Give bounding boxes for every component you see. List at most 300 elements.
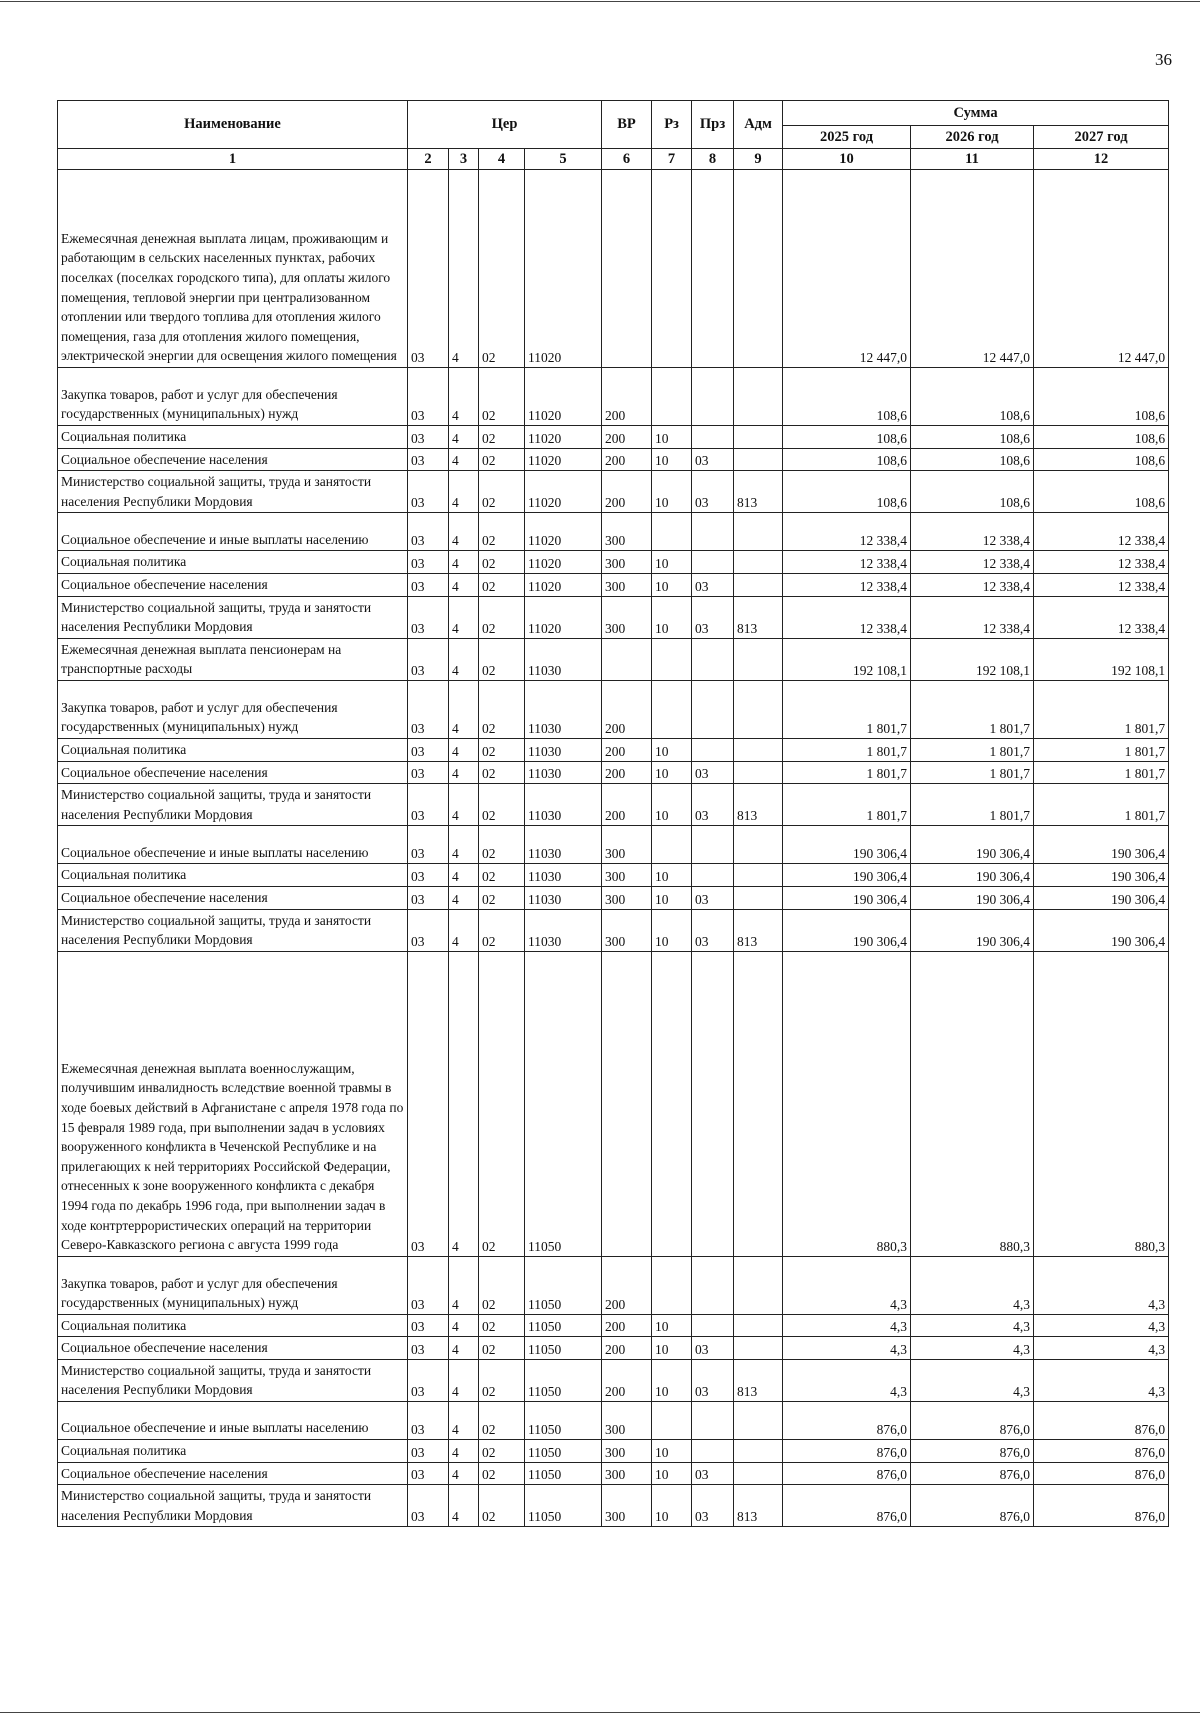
sum-2027: 12 338,4 xyxy=(1034,513,1169,551)
row-name: Министерство социальной защиты, труда и занятости населения Республики Мордовия xyxy=(58,1485,408,1527)
row-name: Социальное обеспечение населения xyxy=(58,1337,408,1360)
sum-2027: 190 306,4 xyxy=(1034,864,1169,887)
sum-2025: 12 338,4 xyxy=(783,573,911,596)
code-vr: 200 xyxy=(602,448,652,471)
sum-2026: 876,0 xyxy=(911,1462,1034,1485)
code-direction: 11020 xyxy=(525,513,602,551)
sum-2026: 4,3 xyxy=(911,1256,1034,1314)
table-row xyxy=(58,1485,1169,1527)
code-main: 02 xyxy=(479,1337,525,1360)
code-adm xyxy=(734,448,783,471)
row-name: Социальное обеспечение и иные выплаты населению xyxy=(58,1402,408,1440)
code-adm xyxy=(734,551,783,574)
code-gp: 03 xyxy=(408,1314,449,1337)
code-prz xyxy=(692,551,734,574)
table-row xyxy=(58,1256,1169,1314)
code-gp: 03 xyxy=(408,1256,449,1314)
sum-2025: 876,0 xyxy=(783,1485,911,1527)
sum-2027: 876,0 xyxy=(1034,1402,1169,1440)
code-rz: 10 xyxy=(652,471,692,513)
row-name: Министерство социальной защиты, труда и занятости населения Республики Мордовия xyxy=(58,471,408,513)
code-gp: 03 xyxy=(408,1462,449,1485)
code-vr: 200 xyxy=(602,426,652,449)
code-adm xyxy=(734,738,783,761)
code-rz: 10 xyxy=(652,784,692,826)
code-prz: 03 xyxy=(692,573,734,596)
column-number: 2 xyxy=(408,149,449,170)
sum-2027: 108,6 xyxy=(1034,368,1169,426)
code-gp: 03 xyxy=(408,1359,449,1401)
sum-2026: 880,3 xyxy=(911,951,1034,1256)
sum-2026: 12 338,4 xyxy=(911,596,1034,638)
code-adm xyxy=(734,426,783,449)
table-row xyxy=(58,573,1169,596)
code-sub: 4 xyxy=(449,596,479,638)
code-sub: 4 xyxy=(449,886,479,909)
code-vr xyxy=(602,638,652,680)
code-gp: 03 xyxy=(408,573,449,596)
code-main: 02 xyxy=(479,170,525,368)
code-sub: 4 xyxy=(449,573,479,596)
code-main: 02 xyxy=(479,886,525,909)
sum-2026: 190 306,4 xyxy=(911,886,1034,909)
code-main: 02 xyxy=(479,596,525,638)
sum-2025: 108,6 xyxy=(783,426,911,449)
row-name: Закупка товаров, работ и услуг для обеспечения государственных (муниципальных) нужд xyxy=(58,1256,408,1314)
code-rz: 10 xyxy=(652,596,692,638)
code-prz xyxy=(692,864,734,887)
code-sub: 4 xyxy=(449,1314,479,1337)
code-gp: 03 xyxy=(408,680,449,738)
sum-2027: 1 801,7 xyxy=(1034,738,1169,761)
code-adm xyxy=(734,1462,783,1485)
sum-2027: 190 306,4 xyxy=(1034,826,1169,864)
code-sub: 4 xyxy=(449,1485,479,1527)
code-rz: 10 xyxy=(652,551,692,574)
column-number: 1 xyxy=(58,149,408,170)
code-adm xyxy=(734,638,783,680)
code-gp: 03 xyxy=(408,513,449,551)
code-gp: 03 xyxy=(408,551,449,574)
code-vr: 300 xyxy=(602,864,652,887)
sum-2026: 1 801,7 xyxy=(911,761,1034,784)
sum-2027: 876,0 xyxy=(1034,1462,1169,1485)
code-main: 02 xyxy=(479,738,525,761)
code-direction: 11030 xyxy=(525,761,602,784)
code-vr xyxy=(602,170,652,368)
code-gp: 03 xyxy=(408,1337,449,1360)
code-rz: 10 xyxy=(652,886,692,909)
code-direction: 11020 xyxy=(525,471,602,513)
header-rz: Рз xyxy=(652,101,692,149)
sum-2025: 190 306,4 xyxy=(783,886,911,909)
code-prz xyxy=(692,1314,734,1337)
table-row xyxy=(58,1359,1169,1401)
code-direction: 11050 xyxy=(525,1359,602,1401)
code-sub: 4 xyxy=(449,368,479,426)
sum-2027: 108,6 xyxy=(1034,471,1169,513)
code-main: 02 xyxy=(479,513,525,551)
sum-2025: 1 801,7 xyxy=(783,738,911,761)
column-number: 6 xyxy=(602,149,652,170)
code-direction: 11020 xyxy=(525,596,602,638)
code-gp: 03 xyxy=(408,170,449,368)
code-sub: 4 xyxy=(449,513,479,551)
column-number: 4 xyxy=(479,149,525,170)
sum-2026: 876,0 xyxy=(911,1440,1034,1463)
code-sub: 4 xyxy=(449,170,479,368)
code-rz xyxy=(652,680,692,738)
row-name: Социальная политика xyxy=(58,551,408,574)
code-rz xyxy=(652,826,692,864)
code-gp: 03 xyxy=(408,951,449,1256)
sum-2027: 4,3 xyxy=(1034,1256,1169,1314)
code-sub: 4 xyxy=(449,909,479,951)
code-sub: 4 xyxy=(449,448,479,471)
code-vr: 200 xyxy=(602,738,652,761)
table-row xyxy=(58,784,1169,826)
code-vr: 300 xyxy=(602,886,652,909)
sum-2027: 190 306,4 xyxy=(1034,909,1169,951)
code-vr: 300 xyxy=(602,1462,652,1485)
sum-2026: 192 108,1 xyxy=(911,638,1034,680)
sum-2026: 12 338,4 xyxy=(911,551,1034,574)
code-sub: 4 xyxy=(449,1359,479,1401)
code-main: 02 xyxy=(479,680,525,738)
table-row xyxy=(58,951,1169,1256)
code-prz: 03 xyxy=(692,448,734,471)
code-rz xyxy=(652,170,692,368)
row-name: Социальное обеспечение населения xyxy=(58,573,408,596)
code-gp: 03 xyxy=(408,368,449,426)
row-name: Ежемесячная денежная выплата лицам, проживающим и работающим в сельских населенных пунктах, рабочих поселках (поселках городского типа), для оплаты жилого помещения, тепловой энергии при централизованном отоплении или твердого топлива для отопления жилого помещения, газа для отопления жилого помещения, электрической энергии для освещения жилого помещения xyxy=(58,170,408,368)
table-row xyxy=(58,638,1169,680)
sum-2025: 876,0 xyxy=(783,1462,911,1485)
code-prz xyxy=(692,1440,734,1463)
code-prz xyxy=(692,951,734,1256)
code-main: 02 xyxy=(479,1402,525,1440)
code-sub: 4 xyxy=(449,784,479,826)
code-adm: 813 xyxy=(734,909,783,951)
code-vr: 300 xyxy=(602,909,652,951)
code-direction: 11030 xyxy=(525,738,602,761)
code-sub: 4 xyxy=(449,738,479,761)
sum-2025: 4,3 xyxy=(783,1314,911,1337)
code-prz: 03 xyxy=(692,1462,734,1485)
code-adm xyxy=(734,573,783,596)
table-row xyxy=(58,596,1169,638)
sum-2025: 12 338,4 xyxy=(783,551,911,574)
sum-2027: 1 801,7 xyxy=(1034,784,1169,826)
code-prz: 03 xyxy=(692,886,734,909)
column-number: 5 xyxy=(525,149,602,170)
sum-2027: 4,3 xyxy=(1034,1314,1169,1337)
table-row xyxy=(58,1314,1169,1337)
code-rz: 10 xyxy=(652,1440,692,1463)
code-gp: 03 xyxy=(408,596,449,638)
code-adm xyxy=(734,1402,783,1440)
row-name: Социальная политика xyxy=(58,1440,408,1463)
code-gp: 03 xyxy=(408,909,449,951)
table-row xyxy=(58,826,1169,864)
sum-2027: 876,0 xyxy=(1034,1485,1169,1527)
table-row xyxy=(58,761,1169,784)
code-gp: 03 xyxy=(408,471,449,513)
code-prz: 03 xyxy=(692,761,734,784)
column-number: 3 xyxy=(449,149,479,170)
table-row xyxy=(58,551,1169,574)
code-main: 02 xyxy=(479,471,525,513)
table-row xyxy=(58,1440,1169,1463)
column-number: 8 xyxy=(692,149,734,170)
code-sub: 4 xyxy=(449,951,479,1256)
code-gp: 03 xyxy=(408,826,449,864)
code-rz xyxy=(652,1256,692,1314)
code-adm xyxy=(734,1314,783,1337)
code-vr: 200 xyxy=(602,761,652,784)
code-prz: 03 xyxy=(692,909,734,951)
code-gp: 03 xyxy=(408,426,449,449)
sum-2025: 880,3 xyxy=(783,951,911,1256)
row-name: Закупка товаров, работ и услуг для обеспечения государственных (муниципальных) нужд xyxy=(58,368,408,426)
sum-2027: 4,3 xyxy=(1034,1337,1169,1360)
code-rz: 10 xyxy=(652,1337,692,1360)
table-row xyxy=(58,426,1169,449)
sum-2025: 108,6 xyxy=(783,368,911,426)
code-adm: 813 xyxy=(734,1485,783,1527)
code-sub: 4 xyxy=(449,1256,479,1314)
sum-2025: 108,6 xyxy=(783,448,911,471)
code-rz: 10 xyxy=(652,909,692,951)
sum-2026: 1 801,7 xyxy=(911,738,1034,761)
code-prz xyxy=(692,826,734,864)
sum-2027: 192 108,1 xyxy=(1034,638,1169,680)
sum-2026: 4,3 xyxy=(911,1359,1034,1401)
code-main: 02 xyxy=(479,1485,525,1527)
code-sub: 4 xyxy=(449,551,479,574)
code-rz: 10 xyxy=(652,1314,692,1337)
code-direction: 11020 xyxy=(525,448,602,471)
code-direction: 11050 xyxy=(525,1440,602,1463)
code-prz xyxy=(692,680,734,738)
code-direction: 11020 xyxy=(525,170,602,368)
header-summa: Сумма xyxy=(783,101,1169,126)
header-vr: ВР xyxy=(602,101,652,149)
sum-2027: 12 338,4 xyxy=(1034,551,1169,574)
code-sub: 4 xyxy=(449,1402,479,1440)
code-sub: 4 xyxy=(449,864,479,887)
header-name: Наименование xyxy=(58,101,408,149)
code-gp: 03 xyxy=(408,886,449,909)
table-row xyxy=(58,680,1169,738)
code-vr: 300 xyxy=(602,1440,652,1463)
code-adm: 813 xyxy=(734,471,783,513)
code-adm: 813 xyxy=(734,1359,783,1401)
row-name: Ежемесячная денежная выплата пенсионерам на транспортные расходы xyxy=(58,638,408,680)
code-prz: 03 xyxy=(692,596,734,638)
code-sub: 4 xyxy=(449,426,479,449)
code-gp: 03 xyxy=(408,1485,449,1527)
code-adm xyxy=(734,951,783,1256)
row-name: Социальная политика xyxy=(58,426,408,449)
sum-2027: 108,6 xyxy=(1034,448,1169,471)
row-name: Социальное обеспечение и иные выплаты населению xyxy=(58,826,408,864)
code-rz: 10 xyxy=(652,573,692,596)
code-adm xyxy=(734,1256,783,1314)
sum-2027: 4,3 xyxy=(1034,1359,1169,1401)
code-rz: 10 xyxy=(652,1359,692,1401)
code-vr: 200 xyxy=(602,368,652,426)
code-adm: 813 xyxy=(734,784,783,826)
code-main: 02 xyxy=(479,1314,525,1337)
sum-2026: 108,6 xyxy=(911,471,1034,513)
table-row xyxy=(58,448,1169,471)
column-number: 10 xyxy=(783,149,911,170)
code-main: 02 xyxy=(479,368,525,426)
header-year-2027: 2027 год xyxy=(1034,126,1169,149)
code-direction: 11050 xyxy=(525,951,602,1256)
sum-2025: 4,3 xyxy=(783,1359,911,1401)
code-adm xyxy=(734,1440,783,1463)
code-main: 02 xyxy=(479,951,525,1256)
code-main: 02 xyxy=(479,1462,525,1485)
sum-2026: 190 306,4 xyxy=(911,864,1034,887)
sum-2027: 880,3 xyxy=(1034,951,1169,1256)
code-direction: 11050 xyxy=(525,1314,602,1337)
code-rz xyxy=(652,1402,692,1440)
code-prz xyxy=(692,638,734,680)
code-vr: 300 xyxy=(602,1402,652,1440)
sum-2026: 190 306,4 xyxy=(911,826,1034,864)
code-prz xyxy=(692,738,734,761)
row-name: Министерство социальной защиты, труда и занятости населения Республики Мордовия xyxy=(58,784,408,826)
code-adm xyxy=(734,170,783,368)
sum-2026: 876,0 xyxy=(911,1402,1034,1440)
table-row xyxy=(58,1337,1169,1360)
sum-2026: 12 447,0 xyxy=(911,170,1034,368)
table-row xyxy=(58,886,1169,909)
row-name: Социальное обеспечение населения xyxy=(58,1462,408,1485)
code-direction: 11030 xyxy=(525,909,602,951)
sum-2026: 108,6 xyxy=(911,448,1034,471)
code-sub: 4 xyxy=(449,680,479,738)
row-name: Ежемесячная денежная выплата военнослужащим, получившим инвалидность вследствие военной травмы в ходе боевых действий в Афганистане с апреля 1978 года по 15 февраля 1989 года, при выполнении задач в условиях вооруженного конфликта в Чеченской Республике и на прилегающих к ней территориях Российской Федерации, отнесенных к зоне вооруженного конфликта с декабря 1994 года по декабрь 1996 года, при выполнении задач в ходе контртеррористических операций на территории Северо-Кавказского региона с августа 1999 года xyxy=(58,951,408,1256)
sum-2025: 1 801,7 xyxy=(783,761,911,784)
code-gp: 03 xyxy=(408,784,449,826)
code-rz xyxy=(652,638,692,680)
code-sub: 4 xyxy=(449,1462,479,1485)
code-direction: 11030 xyxy=(525,638,602,680)
header-cer: Цер xyxy=(408,101,602,149)
sum-2026: 12 338,4 xyxy=(911,573,1034,596)
code-rz: 10 xyxy=(652,761,692,784)
table-row xyxy=(58,909,1169,951)
sum-2027: 1 801,7 xyxy=(1034,761,1169,784)
table-row xyxy=(58,738,1169,761)
sum-2026: 4,3 xyxy=(911,1337,1034,1360)
code-prz: 03 xyxy=(692,784,734,826)
code-prz: 03 xyxy=(692,471,734,513)
code-rz: 10 xyxy=(652,448,692,471)
code-direction: 11030 xyxy=(525,864,602,887)
sum-2025: 4,3 xyxy=(783,1256,911,1314)
code-main: 02 xyxy=(479,1440,525,1463)
code-sub: 4 xyxy=(449,826,479,864)
sum-2025: 876,0 xyxy=(783,1440,911,1463)
code-main: 02 xyxy=(479,909,525,951)
sum-2025: 1 801,7 xyxy=(783,680,911,738)
sum-2025: 190 306,4 xyxy=(783,864,911,887)
code-direction: 11020 xyxy=(525,551,602,574)
sum-2027: 12 447,0 xyxy=(1034,170,1169,368)
sum-2027: 108,6 xyxy=(1034,426,1169,449)
code-main: 02 xyxy=(479,426,525,449)
code-adm xyxy=(734,368,783,426)
code-adm xyxy=(734,513,783,551)
code-direction: 11050 xyxy=(525,1402,602,1440)
code-direction: 11030 xyxy=(525,680,602,738)
code-vr: 200 xyxy=(602,1314,652,1337)
code-main: 02 xyxy=(479,551,525,574)
sum-2025: 12 338,4 xyxy=(783,513,911,551)
sum-2025: 876,0 xyxy=(783,1402,911,1440)
sum-2027: 12 338,4 xyxy=(1034,573,1169,596)
table-body xyxy=(58,170,1169,1527)
code-prz xyxy=(692,170,734,368)
column-number-row xyxy=(58,149,1169,170)
code-prz xyxy=(692,513,734,551)
code-main: 02 xyxy=(479,761,525,784)
sum-2025: 4,3 xyxy=(783,1337,911,1360)
sum-2027: 1 801,7 xyxy=(1034,680,1169,738)
code-vr: 300 xyxy=(602,1485,652,1527)
column-number: 7 xyxy=(652,149,692,170)
column-number: 12 xyxy=(1034,149,1169,170)
row-name: Социальная политика xyxy=(58,1314,408,1337)
sum-2026: 108,6 xyxy=(911,368,1034,426)
code-direction: 11030 xyxy=(525,784,602,826)
code-rz xyxy=(652,951,692,1256)
code-gp: 03 xyxy=(408,448,449,471)
sum-2027: 190 306,4 xyxy=(1034,886,1169,909)
code-adm xyxy=(734,864,783,887)
page-number: 36 xyxy=(1155,50,1172,69)
code-prz xyxy=(692,426,734,449)
code-prz: 03 xyxy=(692,1485,734,1527)
sum-2025: 1 801,7 xyxy=(783,784,911,826)
code-main: 02 xyxy=(479,573,525,596)
code-sub: 4 xyxy=(449,1337,479,1360)
sum-2025: 108,6 xyxy=(783,471,911,513)
code-sub: 4 xyxy=(449,471,479,513)
sum-2026: 1 801,7 xyxy=(911,784,1034,826)
table-row xyxy=(58,471,1169,513)
code-vr: 300 xyxy=(602,551,652,574)
code-vr: 200 xyxy=(602,1359,652,1401)
code-gp: 03 xyxy=(408,864,449,887)
code-vr xyxy=(602,951,652,1256)
row-name: Министерство социальной защиты, труда и занятости населения Республики Мордовия xyxy=(58,1359,408,1401)
code-direction: 11020 xyxy=(525,573,602,596)
code-vr: 200 xyxy=(602,784,652,826)
scan-top-edge xyxy=(0,1,1200,2)
column-number: 11 xyxy=(911,149,1034,170)
row-name: Министерство социальной защиты, труда и занятости населения Республики Мордовия xyxy=(58,596,408,638)
code-gp: 03 xyxy=(408,761,449,784)
code-gp: 03 xyxy=(408,1402,449,1440)
code-vr: 200 xyxy=(602,471,652,513)
sum-2026: 108,6 xyxy=(911,426,1034,449)
